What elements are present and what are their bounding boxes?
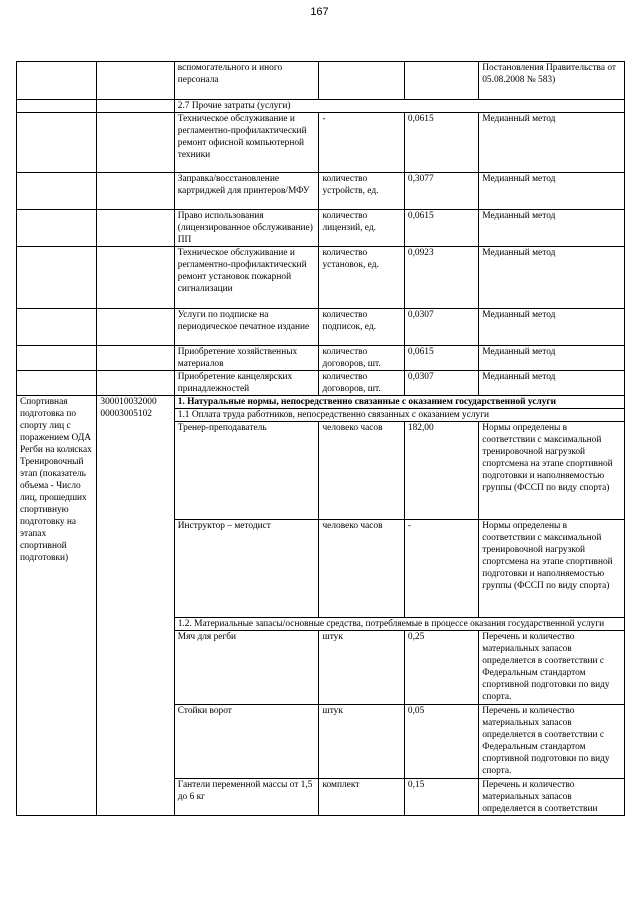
table-row	[17, 309, 625, 346]
method-cell: Медианный метод	[479, 309, 625, 346]
unit-cell	[319, 62, 404, 100]
method-cell: Нормы определены в соответствии с максимальной тренировочной нагрузкой спортсмена на этапе спортивной подготовки и наполняемостью группы (ФССП по виду спорта)	[479, 422, 625, 520]
unit-cell: комплект	[319, 779, 404, 816]
unit-cell: штук	[319, 705, 404, 779]
cost-name-cell: Техническое обслуживание и регламентно-профилактический ремонт офисной компьютерной техники	[174, 113, 319, 173]
unit-cell: штук	[319, 631, 404, 705]
value-cell: 0,0307	[404, 309, 478, 346]
method-cell: Перечень и количество материальных запасов определяется в соответствии с Федеральным стандартом спортивной подготовки по виду спорта.	[479, 705, 625, 779]
section-1-2-title: 1.2. Материальные запасы/основные средства, потребляемые в процессе оказания государственной услуги	[174, 618, 624, 631]
section-1-title: 1. Натуральные нормы, непосредственно связанные с оказанием государственной услуги	[174, 396, 624, 409]
table-row	[17, 371, 625, 396]
cost-name-cell: Гантели переменной массы от 1,5 до 6 кг	[174, 779, 319, 816]
service-name-cell	[17, 62, 97, 100]
value-cell: 0,3077	[404, 173, 478, 210]
method-cell: Медианный метод	[479, 346, 625, 371]
service-code-cell: 300010032000 00003005102	[97, 396, 174, 816]
cost-name-cell: Приобретение хозяйственных материалов	[174, 346, 319, 371]
cost-name-cell: вспомогательного и иного персонала	[174, 62, 319, 100]
page-number: 167	[310, 6, 329, 18]
cost-name-cell: Стойки ворот	[174, 705, 319, 779]
method-cell: Нормы определены в соответствии с максимальной тренировочной нагрузкой спортсмена на этапе спортивной подготовки и наполняемостью группы (ФССП по виду спорта)	[479, 520, 625, 618]
value-cell: 0,25	[404, 631, 478, 705]
unit-cell: количество договоров, шт.	[319, 371, 404, 396]
section-row	[17, 100, 625, 113]
service-code-cell	[97, 62, 174, 100]
value-cell: 0,0615	[404, 346, 478, 371]
unit-cell: количество лицензий, ед.	[319, 210, 404, 247]
cost-name-cell: Заправка/восстановление картриджей для принтеров/МФУ	[174, 173, 319, 210]
table-row	[17, 210, 625, 247]
method-cell: Постановления Правительства от 05.08.2008 № 583)	[479, 62, 625, 100]
unit-cell: количество устройств, ед.	[319, 173, 404, 210]
unit-cell: человеко часов	[319, 422, 404, 520]
value-cell: 0,05	[404, 705, 478, 779]
unit-cell: количество договоров, шт.	[319, 346, 404, 371]
value-cell: -	[404, 520, 478, 618]
table-row	[17, 247, 625, 309]
cost-name-cell: Услуги по подписке на периодическое печатное издание	[174, 309, 319, 346]
value-cell: 0,0307	[404, 371, 478, 396]
norms-table	[16, 61, 625, 816]
unit-cell: человеко часов	[319, 520, 404, 618]
method-cell: Медианный метод	[479, 210, 625, 247]
section-2-7-title: 2.7 Прочие затраты (услуги)	[174, 100, 624, 113]
table-row	[17, 113, 625, 173]
section-1-1-title: 1.1 Оплата труда работников, непосредственно связанных с оказанием услуги	[174, 409, 624, 422]
method-cell: Перечень и количество материальных запасов определяется в соответствии	[479, 779, 625, 816]
cost-name-cell: Инструктор – методист	[174, 520, 319, 618]
method-cell: Перечень и количество материальных запасов определяется в соответствии с Федеральным стандартом спортивной подготовки по виду спорта.	[479, 631, 625, 705]
value-cell: 0,0615	[404, 113, 478, 173]
service-name-cell: Спортивная подготовка по спорту лиц с поражением ОДА Регби на колясках Тренировочный этап (показатель объема - Число лиц, прошедших спортивную подготовку на этапах спортивной подготовки)	[17, 396, 97, 816]
method-cell: Медианный метод	[479, 247, 625, 309]
unit-cell: -	[319, 113, 404, 173]
unit-cell: количество установок, ед.	[319, 247, 404, 309]
unit-cell: количество подписок, ед.	[319, 309, 404, 346]
value-cell: 0,15	[404, 779, 478, 816]
cost-name-cell: Мяч для регби	[174, 631, 319, 705]
cost-name-cell: Приобретение канцелярских принадлежностей	[174, 371, 319, 396]
section-row	[17, 396, 625, 409]
method-cell: Медианный метод	[479, 113, 625, 173]
cost-name-cell: Тренер-преподаватель	[174, 422, 319, 520]
value-cell: 182,00	[404, 422, 478, 520]
method-cell: Медианный метод	[479, 173, 625, 210]
value-cell: 0,0615	[404, 210, 478, 247]
method-cell: Медианный метод	[479, 371, 625, 396]
table-row	[17, 62, 625, 100]
cost-name-cell: Техническое обслуживание и регламентно-профилактический ремонт установок пожарной сигнализации	[174, 247, 319, 309]
value-cell: 0,0923	[404, 247, 478, 309]
cost-name-cell: Право использования (лицензированное обслуживание) ПП	[174, 210, 319, 247]
table-row	[17, 346, 625, 371]
value-cell	[404, 62, 478, 100]
table-row	[17, 173, 625, 210]
